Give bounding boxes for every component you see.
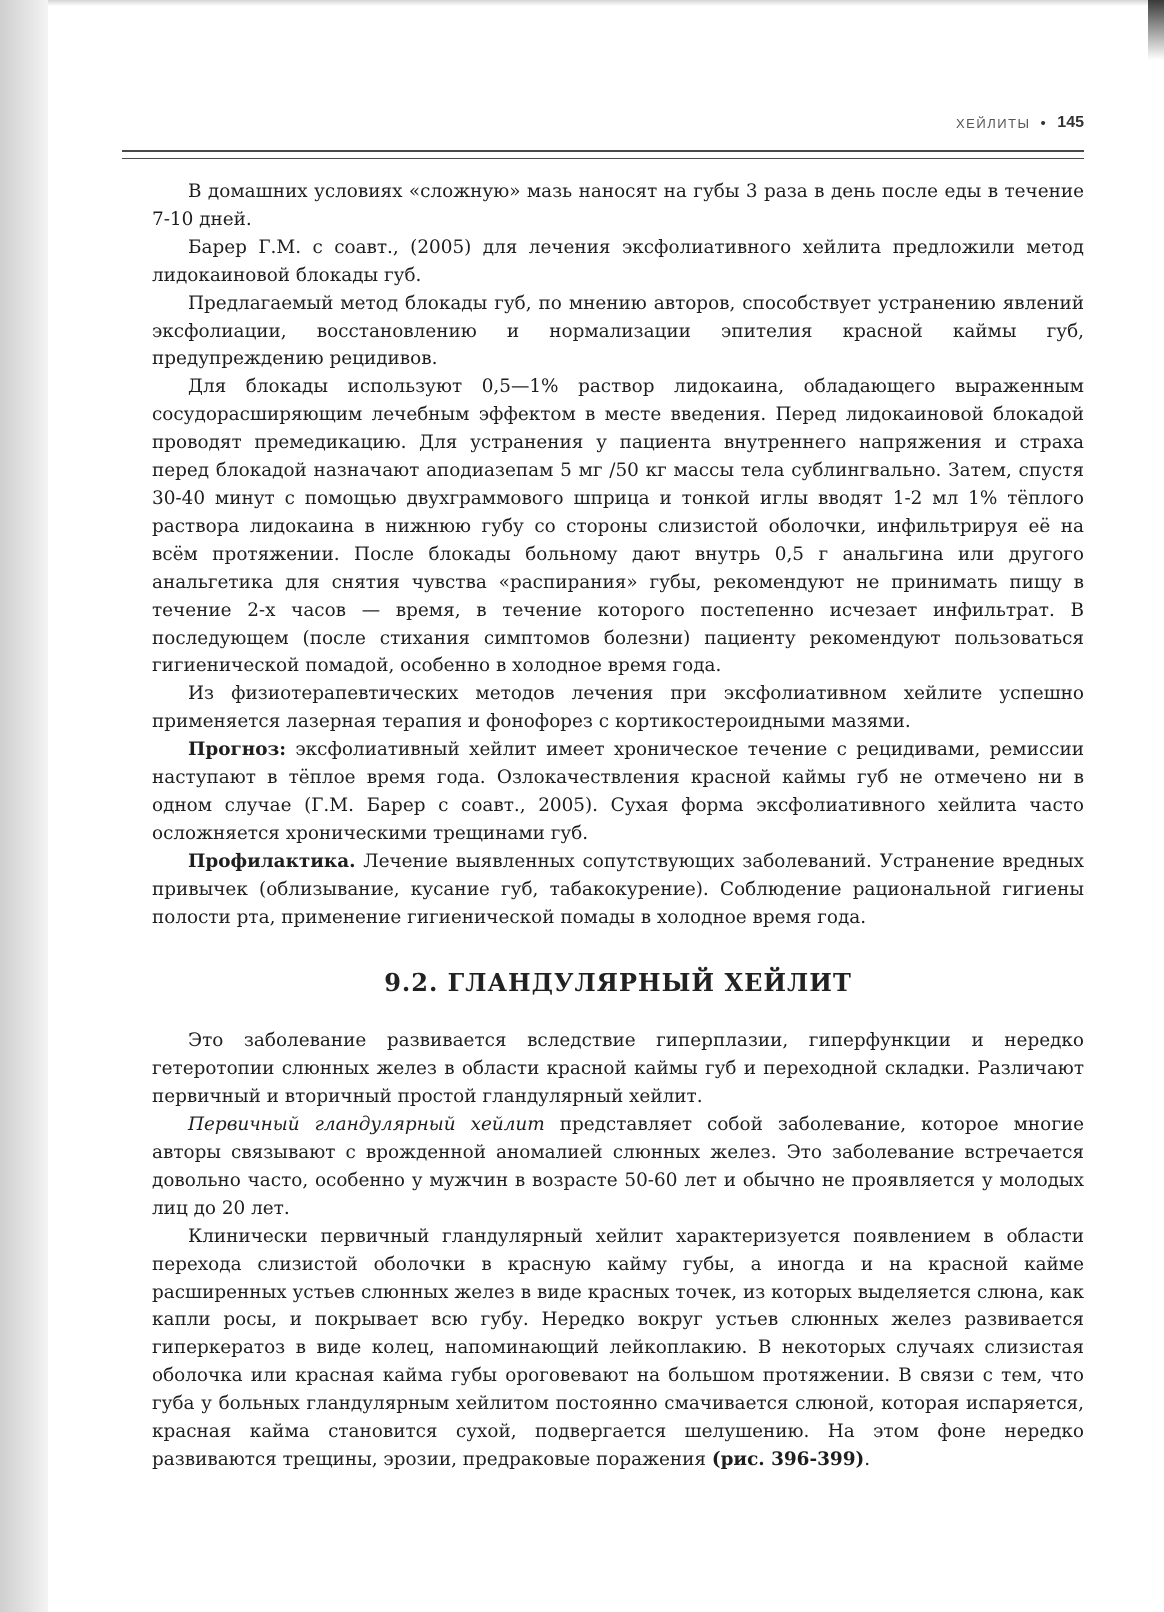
- header-bullet: •: [1040, 114, 1048, 132]
- paragraph-text: представляет собой заболевание, которое многие авторы связывают с врожденной аномалией слюнных желез. Это заболевание встречается довольно часто, особенно у мужчин в возрасте 50-60 лет и обычно не проявляется у молодых лиц до 20 лет.: [152, 1114, 1085, 1219]
- paragraph-text: Клинически первичный гландулярный хейлит характеризуется появлением в области перехода слизистой оболочки в красную кайму губы, а иногда и на красной кайме расширенных устьев слюнных желез в виде красных точек, из которых выделяется слюна, как капли росы, и покрывает всю губу. Нередко вокруг устьев слюнных желез развивается гиперкератоз в виде колец, напоминающий лейкоплакию. В некоторых случаях слизистая оболочка или красная кайма губы ороговевают на большом протяжении. В связи с тем, что губа у больных гландулярным хейлитом постоянно смачивается слюной, которая испаряется, красная кайма становится сухой, подвергается шелушению. На этом фоне нередко развиваются трещины, эрозии, предраковые поражения: [152, 1225, 1084, 1470]
- term-italic: Первичный гландулярный хейлит: [188, 1114, 545, 1136]
- paragraph: [152, 1223, 1084, 1474]
- page-number: 145: [1057, 114, 1084, 131]
- paragraph: В домашних условиях «сложную» мазь наносят на губы 3 раза в день после еды в течение 7-10 дней.: [152, 181, 1084, 230]
- header-double-rule: [122, 150, 1084, 159]
- paragraph: Из физиотерапевтических методов лечения при эксфолиативном хейлите успешно применяется лазерная терапия и фонофорез с кортикостероидными мазями.: [152, 683, 1084, 733]
- paragraph: Предлагаемый метод блокады губ, по мнению авторов, способствует устранению явлений эксфолиации, восстановлению и нормализации эпителия красной каймы губ, предупреждению рецидивов.: [152, 292, 1084, 370]
- page-corner-shadow: [1148, 0, 1164, 60]
- prognosis-text: эксфолиативный хейлит имеет хроническое течение с рецидивами, ремиссии наступают в тёплое время года. Озлокачествления красной каймы губ не отмечено ни в одном случае (Г.М. Барер с соавт., 2005). Сухая форма эксфолиативного хейлита часто осложняется хроническими трещинами губ.: [152, 739, 1084, 844]
- paragraph: Это заболевание развивается вследствие гиперплазии, гиперфункции и нередко гетеротопии слюнных желез в области красной каймы губ и переходной складки. Различают первичный и вторичный простой гландулярный хейлит.: [152, 1030, 1084, 1108]
- paragraph: Барер Г.М. с соавт., (2005) для лечения эксфолиативного хейлита предложили метод лидокаиновой блокады губ.: [152, 236, 1084, 286]
- paragraph-end: .: [864, 1448, 871, 1470]
- paragraph-prognosis: [152, 736, 1084, 848]
- paragraph: [152, 1111, 1084, 1223]
- prophylaxis-label: Профилактика.: [188, 850, 356, 872]
- figure-reference: (рис. 396-399): [711, 1448, 865, 1470]
- paragraph: Для блокады используют 0,5—1% раствор лидокаина, обладающего выраженным сосудорасширяющим лечебным эффектом в месте введения. Перед лидокаиновой блокадой проводят премедикацию. Для устранения у пациента внутреннего напряжения и страха перед блокадой назначают аподиазепам 5 мг /50 кг массы тела сублингвально. Затем, спустя 30-40 минут с помощью двухграммового шприца и тонкой иглы вводят 1-2 мл 1% тёплого раствора лидокаина в нижнюю губу со стороны слизистой оболочки, инфильтрируя её на всём протяжении. После блокады больному дают внутрь 0,5 г анальгина или другого анальгетика для снятия чувства «распирания» губы, рекомендуют не принимать пищу в течение 2-х часов — время, в течение которого постепенно исчезает инфильтрат. В последующем (после стихания симптомов болезни) пациенту рекомендуют пользоваться гигиенической помадой, особенно в холодное время года.: [152, 376, 1084, 677]
- running-title: ХЕЙЛИТЫ: [956, 115, 1031, 131]
- prognosis-label: Прогноз:: [188, 739, 287, 761]
- section-heading: 9.2. ГЛАНДУЛЯРНЫЙ ХЕЙЛИТ: [384, 968, 852, 998]
- paragraph-prophylaxis: [152, 848, 1084, 932]
- page-gutter-shadow: [0, 0, 48, 1612]
- running-header: [956, 114, 1084, 132]
- prophylaxis-text: Лечение выявленных сопутствующих заболеваний. Устранение вредных привычек (облизывание, кусание губ, табакокурение). Соблюдение рациональной гигиены полости рта, применение гигиенической помады в холодное время года.: [152, 850, 1084, 928]
- body-text: [152, 178, 1084, 1474]
- page-top-shadow: [48, 0, 1164, 6]
